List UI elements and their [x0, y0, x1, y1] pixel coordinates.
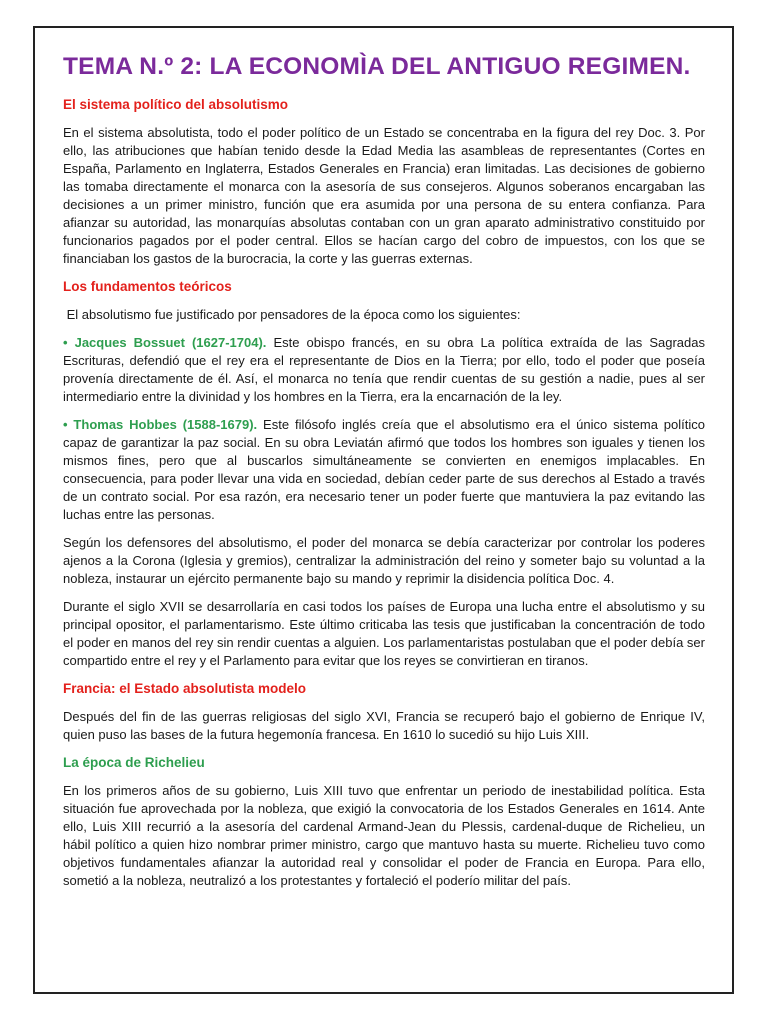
paragraph-foundations-intro: El absolutismo fue justificado por pensadores de la época como los siguientes: [63, 307, 521, 322]
paragraph-parliamentarism: Durante el siglo XVII se desarrollaría en casi todos los países de Europa una lucha entre el absolutismo y su principal opositor, el parlamentarismo. Este último criticaba las tesis que justificaban la concentración de todo el poder en manos del rey sin rendir cuentas a alguien. Los parlamentaristas postulaban que el poder debía ser compartido entre el rey y el Parlamento para evitar que los reyes se convirtieran en tiranos. [63, 599, 705, 668]
section-heading-foundations: Los fundamentos teóricos [63, 279, 232, 294]
paragraph-richelieu: En los primeros años de su gobierno, Luis XIII tuvo que enfrentar un periodo de inestabilidad política. Esta situación fue aprovechada por la nobleza, que exigió la convocatoria de los Estados Generales en 1614. Ante ello, Luis XIII recurrió a la asesoría del cardenal Armand-Jean du Plessis, cardenal-duque de Richelieu, un hábil político a quien hizo nombrar primer ministro, cargo que mantuvo hasta su muerte. Richelieu tuvo como objetivos fundamentales afianzar la autoridad real y consolidar el poder de Francia en Europa. Para ello, sometió a la nobleza, neutralizó a los protestantes y fortaleció el poderío militar del país. [63, 783, 705, 888]
paragraph-defenders: Según los defensores del absolutismo, el poder del monarca se debía caracterizar por controlar los poderes ajenos a la Corona (Iglesia y gremios), centralizar la administración del reino y someter bajo su voluntad a la nobleza, instaurar un ejército permanente bajo su mando y reprimir la disidencia política Doc. 4. [63, 535, 705, 586]
document-body [63, 52, 705, 900]
hobbes-name: • Thomas Hobbes (1588-1679). [63, 417, 258, 432]
paragraph-hobbes [63, 416, 705, 524]
document-title: TEMA N.º 2: LA ECONOMÌA DEL ANTIGUO REGIMEN. [63, 53, 691, 80]
section-heading-richelieu: La época de Richelieu [63, 755, 205, 770]
bossuet-name: • Jacques Bossuet (1627-1704). [63, 335, 267, 350]
paragraph-absolutism: En el sistema absolutista, todo el poder político de un Estado se concentraba en la figura del rey Doc. 3. Por ello, las atribuciones que habían tenido desde la Edad Media las asambleas de representantes (Cortes en España, Parlamento en Inglaterra, Estados Generales en Francia) eran limitadas. Las decisiones de gobierno las tomaba directamente el monarca con la asesoría de sus consejeros. Algunos soberanos encargaban las decisiones a un primer ministro, función que era asumida por una persona de su entera confianza. Para afianzar su autoridad, las monarquías absolutas contaban con un gran aparato administrativo constituido por funcionarios pagados por el poder central. Ellos se hacían cargo del cobro de impuestos, con los que se financiaban los gastos de la burocracia, la corte y las guerras externas. [63, 125, 705, 266]
paragraph-bossuet [63, 334, 705, 406]
bossuet-text: Este obispo francés, en su obra La política extraída de las Sagradas Escrituras, defendió que el rey era el representante de Dios en la Tierra; por ello, todo el poder que poseía provenía directamente de él. Así, el monarca no tenía que rendir cuentas de su gestión a nadie, pues al ser intermediario entre la divinidad y los hombres en la Tierra, era la encarnación de la ley. [63, 335, 705, 404]
paragraph-france: Después del fin de las guerras religiosas del siglo XVI, Francia se recuperó bajo el gobierno de Enrique IV, quien puso las bases de la futura hegemonía francesa. En 1610 lo sucedió su hijo Luis XIII. [63, 709, 705, 742]
section-heading-france: Francia: el Estado absolutista modelo [63, 681, 307, 696]
section-heading-absolutism: El sistema político del absolutismo [63, 97, 289, 112]
hobbes-text: Este filósofo inglés creía que el absolutismo era el único sistema político capaz de garantizar la paz social. En su obra Leviatán afirmó que todos los hombres son iguales y tienen los mismos fines, pero que al buscarlos simultáneamente se convierten en enemigos implacables. En consecuencia, para poder llevar una vida en sociedad, debían ceder parte de sus derechos al Estado a través de un contrato social. Por esa razón, era necesario tener un poder fuerte que mantuviera la paz evitando las luchas entre las personas. [63, 417, 705, 522]
